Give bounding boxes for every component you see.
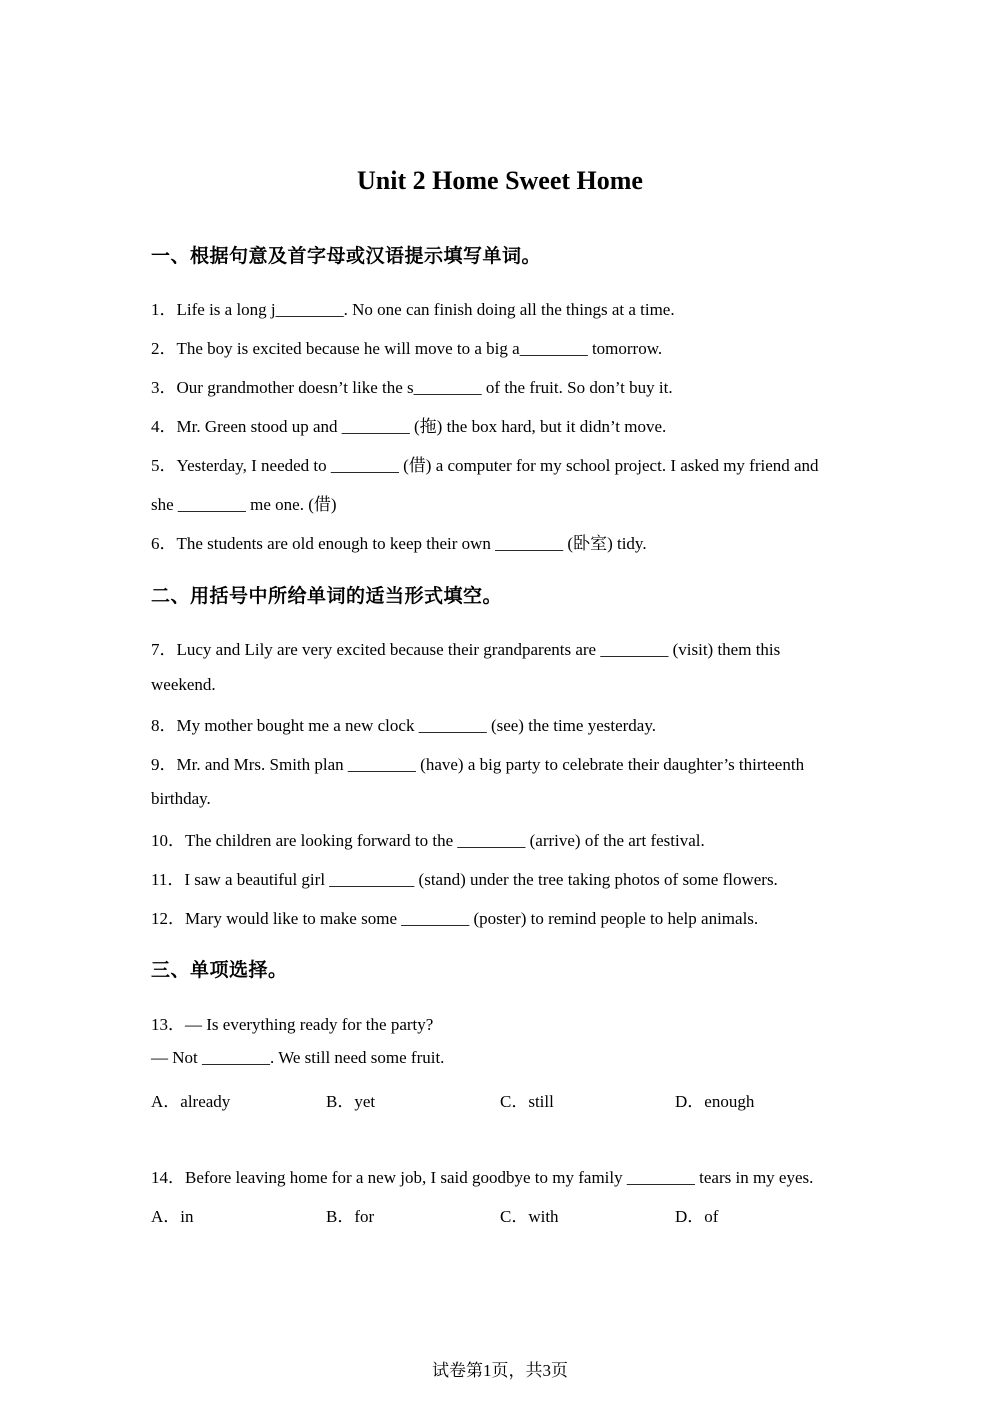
question-11: 11．I saw a beautiful girl __________ (stand) under the tree taking photos of some flowers. bbox=[151, 870, 778, 889]
question-9-line-2: birthday. bbox=[151, 789, 211, 808]
q14-option-c: C．with bbox=[500, 1207, 559, 1226]
q13-option-d: D．enough bbox=[675, 1092, 755, 1111]
section-heading-2: 二、用括号中所给单词的适当形式填空。 bbox=[151, 585, 503, 607]
question-14: 14．Before leaving home for a new job, I said goodbye to my family ________ tears in my eyes. bbox=[151, 1168, 814, 1187]
page-title: Unit 2 Home Sweet Home bbox=[357, 166, 643, 195]
q14-option-a: A．in bbox=[151, 1207, 194, 1226]
question-5-line-2: she ________ me one. (借) bbox=[151, 495, 337, 514]
q13-option-b: B．yet bbox=[326, 1092, 376, 1111]
question-2: 2．The boy is excited because he will move to a big a________ tomorrow. bbox=[151, 339, 663, 358]
q13-option-a: A．already bbox=[151, 1092, 231, 1111]
question-9-line-1: 9．Mr. and Mrs. Smith plan ________ (have) a big party to celebrate their daughter’s thirteenth bbox=[151, 755, 805, 774]
q14-option-d: D．of bbox=[675, 1207, 719, 1226]
question-4: 4．Mr. Green stood up and ________ (拖) the box hard, but it didn’t move. bbox=[151, 417, 667, 436]
q13-option-c: C．still bbox=[500, 1092, 554, 1111]
question-10: 10．The children are looking forward to the ________ (arrive) of the art festival. bbox=[151, 831, 705, 850]
question-6: 6．The students are old enough to keep their own ________ (卧室) tidy. bbox=[151, 534, 647, 553]
q14-option-b: B．for bbox=[326, 1207, 375, 1226]
question-13-line-2: — Not ________. We still need some fruit. bbox=[151, 1048, 445, 1067]
question-7-line-2: weekend. bbox=[151, 675, 216, 694]
question-8: 8．My mother bought me a new clock ________ (see) the time yesterday. bbox=[151, 716, 656, 735]
page-footer: 试卷第1页，共3页 bbox=[432, 1361, 568, 1380]
question-1: 1．Life is a long j________. No one can finish doing all the things at a time. bbox=[151, 300, 675, 319]
question-7-line-1: 7．Lucy and Lily are very excited because their grandparents are ________ (visit) them this bbox=[151, 640, 781, 659]
question-12: 12．Mary would like to make some ________ (poster) to remind people to help animals. bbox=[151, 909, 759, 928]
section-heading-1: 一、根据句意及首字母或汉语提示填写单词。 bbox=[151, 245, 542, 267]
section-heading-3: 三、单项选择。 bbox=[151, 959, 288, 981]
question-3: 3．Our grandmother doesn’t like the s________ of the fruit. So don’t buy it. bbox=[151, 378, 673, 397]
question-13-line-1: 13．— Is everything ready for the party? bbox=[151, 1015, 434, 1034]
question-5-line-1: 5．Yesterday, I needed to ________ (借) a computer for my school project. I asked my friend and bbox=[151, 456, 819, 475]
